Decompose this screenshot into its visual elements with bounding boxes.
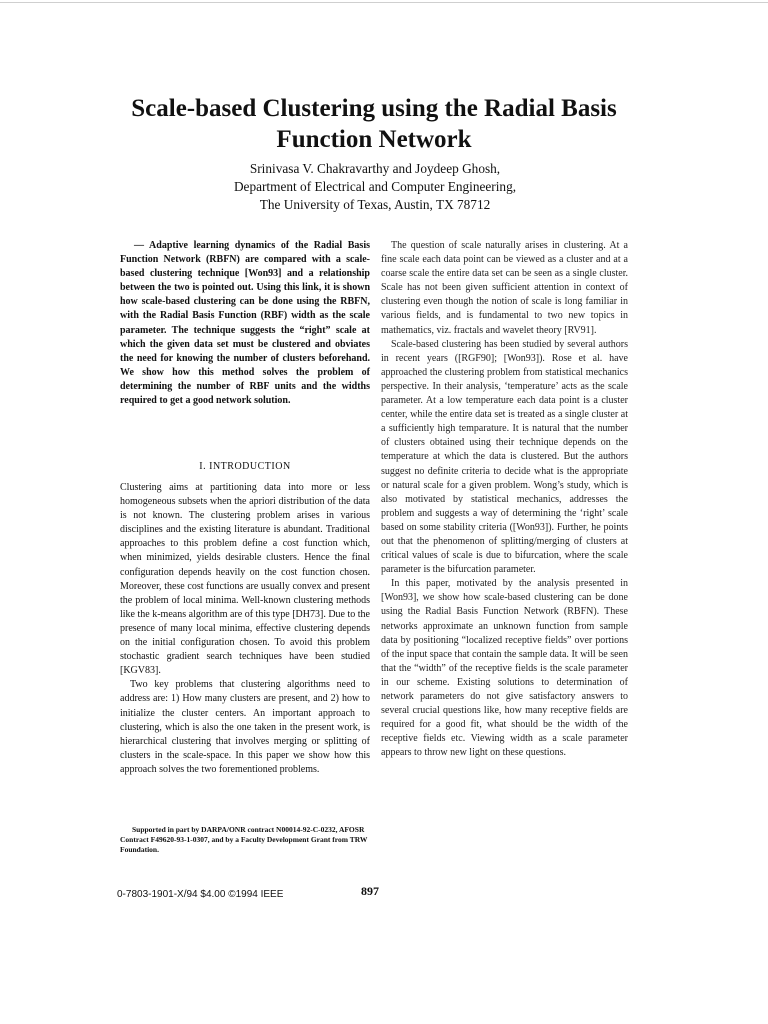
- author-university: The University of Texas, Austin, TX 78712: [259, 197, 491, 212]
- body-paragraph: The question of scale naturally arises in clustering. At a fine scale each data point can be viewed as a cluster and at a coarse scale the entire data set can be seen as a single cluster. Scale has not been given sufficient attention in context of clustering even though the notion of scale is long familiar in various fields, and is fundamental to two new topics in mathematics, viz. fractals and wavelet theory [RV91].: [381, 240, 628, 336]
- page-top-rule: [0, 2, 768, 3]
- intro-paragraph: Two key problems that clustering algorithms need to address are: 1) How many clusters are present, and 2) how to initialize the cluster centers. An important approach to clustering, which is also the one taken in the present work, is hierarchical clustering that involves merging or splitting of clusters in the scale-space. In this paper we show how this approach solves the two forementioned problems.: [120, 679, 370, 775]
- abstract-text: — Adaptive learning dynamics of the Radial Basis Function Network (RBFN) are compared with a scale-based clustering technique [Won93] and a relationship between the two is pointed out. Using this link, it is shown how scale-based clustering can be done using the RBFN, with the Radial Basis Function (RBF) width as the scale parameter. The technique suggests the “right” scale at which the given data set must be clustered and obviates the need for knowing the number of clusters beforehand. We show how this method solves the problem of determining the number of RBF units and the widths required to get a good network solution.: [120, 240, 370, 407]
- paper-title: Scale-based Clustering using the Radial Basis Function Network: [131, 95, 617, 153]
- abstract: [120, 239, 370, 408]
- author-department: Department of Electrical and Computer Engineering,: [233, 179, 517, 194]
- author-names: Srinivasa V. Chakravarthy and Joydeep Ghosh,: [249, 161, 501, 176]
- author-block: [140, 160, 610, 214]
- intro-paragraph: Clustering aims at partitioning data into more or less homogeneous subsets when the apriori distribution of the data is not known. The clustering problem arises in various disciplines and the existing literature is abundant. Traditional approaches to this problem define a cost function which, when minimized, yields desirable clusters. Hence the final configuration depends heavily on the cost function chosen. Moreover, these cost functions are usually convex and present the problem of local minima. Well-known clustering methods like the k-means algorithm are of this type [DH73]. Due to the presence of many local minima, effective clustering depends on the initial configuration chosen. To avoid this problem stochastic gradient search techniques have been studied [KGV83].: [120, 482, 370, 677]
- right-column-body: [381, 239, 628, 760]
- page-number: 897: [361, 884, 379, 898]
- footnote: Supported in part by DARPA/ONR contract N00014-92-C-0232, AFOSR Contract F49620-93-1-0307, and by a Faculty Development Grant from TRW Foundation.: [120, 825, 368, 854]
- introduction-body: [120, 481, 370, 777]
- section-heading-introduction: I. INTRODUCTION: [199, 461, 291, 472]
- body-paragraph: Scale-based clustering has been studied by several authors in recent years ([RGF90]; [Won93]). Rose et al. have approached the clustering problem from statistical mechanics perspective. In their analysis, ‘temperature’ acts as the scale parameter. At a low temperature each data point is a cluster center, while the entire data set is treated as a single cluster at a sufficiently high temparature. It is natural that the number of clusters obtained using their technique depends on the temperature at which the data is clustered. But the authors suggest no definite criteria to decide what is the appropriate or natural scale for a given problem. Wong’s study, which is also motivated by statistical mechanics, addresses the problem and suggests a way of determining the ‘right’ scale based on some stability criteria ([Won93]). Further, he points out that the phenomenon of splitting/merging of clusters at critical values of scale is due to bifurcation, where the scale parameter is the bifurcation parameter.: [381, 338, 628, 576]
- publication-info: 0-7803-1901-X/94 $4.00 ©1994 IEEE: [117, 889, 284, 900]
- body-paragraph: In this paper, motivated by the analysis presented in [Won93], we show how scale-based clustering can be done using the Radial Basis Function Network (RBFN). These networks approximate an unknown function from sample data by positioning “localized receptive fields” over portions of the input space that contain the sample data. It will be seen that the “width” of the receptive fields is the scale parameter in our scheme. Existing solutions to determination of network parameters do not give satisfactory answers to several crucial questions like, how many receptive fields are required for a good fit, what should be the width of the receptive fields etc. Viewing width as a scale parameter appears to throw new light on these questions.: [381, 578, 628, 759]
